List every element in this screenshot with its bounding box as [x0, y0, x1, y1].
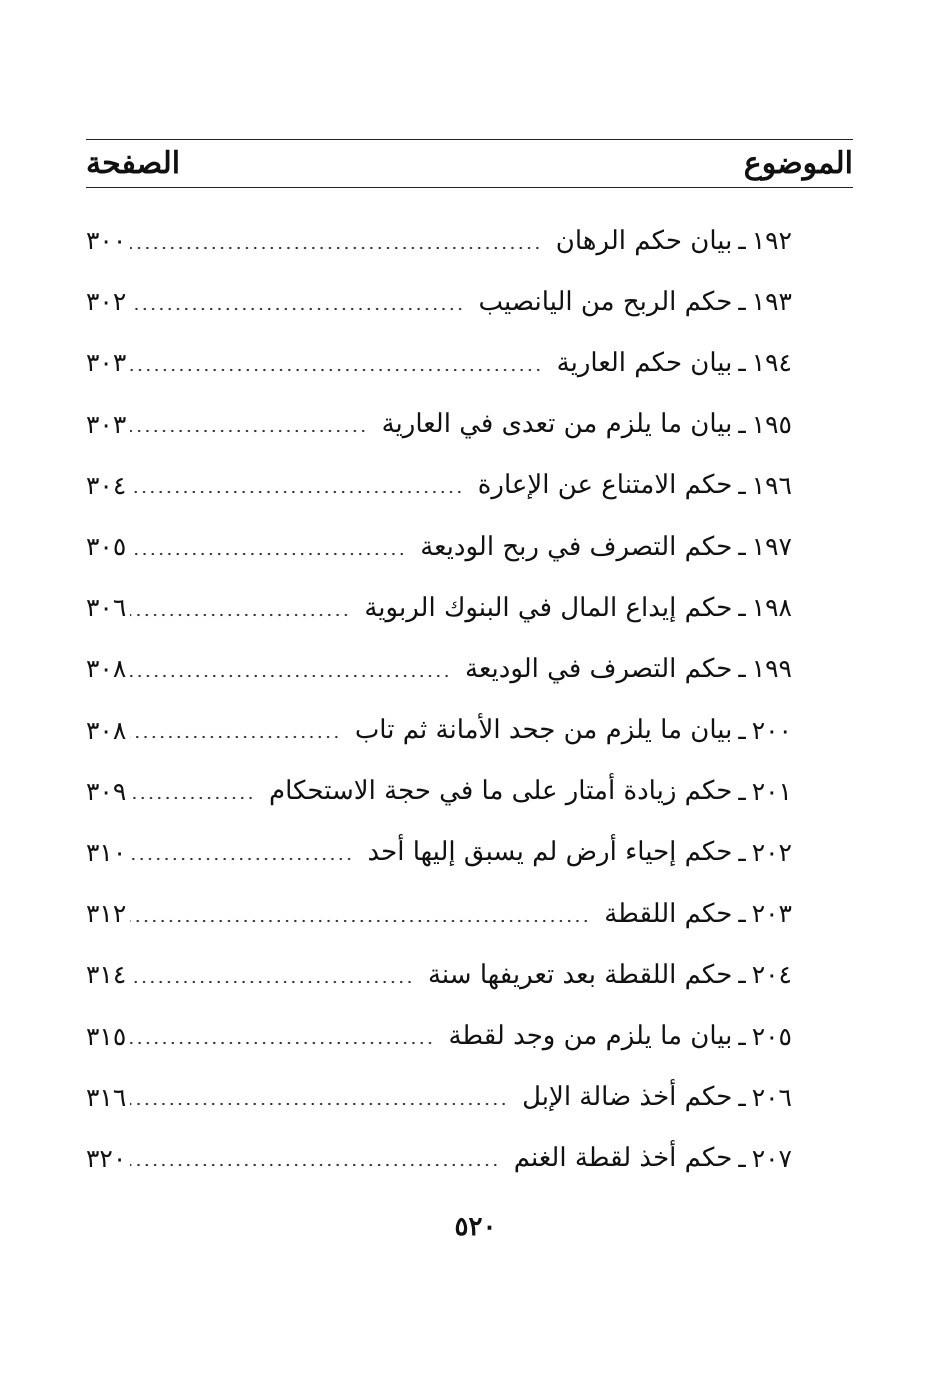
entry-title: حكم اللقطة	[604, 898, 733, 929]
toc-entry	[86, 1005, 792, 1066]
dot-leader	[130, 1041, 434, 1045]
entry-page: ٣٠٢	[86, 287, 127, 317]
entry-dash: ـ	[738, 409, 746, 439]
entry-number: ١٩٨	[751, 593, 792, 623]
entry-page: ٣٠٤	[86, 470, 127, 500]
entry-number: ١٩٦	[751, 470, 792, 500]
entry-page: ٣٠٨	[86, 715, 127, 745]
entry-page: ٣٠٥	[86, 532, 127, 562]
entry-number: ١٩٩	[751, 654, 792, 684]
dot-leader	[130, 857, 353, 861]
entry-title: حكم أخذ لقطة الغنم	[513, 1143, 733, 1174]
entry-dash: ـ	[738, 593, 746, 623]
entry-title: حكم التصرف في ربح الوديعة	[420, 531, 733, 562]
entry-page: ٣٠٣	[86, 409, 127, 439]
toc-entry	[86, 1067, 792, 1128]
entry-dash: ـ	[738, 532, 746, 562]
entry-dash: ـ	[738, 899, 746, 929]
entry-page: ٣٠٠	[86, 226, 127, 256]
toc-entry	[86, 944, 792, 1005]
toc-entry	[86, 394, 792, 455]
dot-leader	[130, 1102, 508, 1106]
dot-leader	[130, 552, 406, 556]
dot-leader	[130, 246, 541, 250]
entry-dash: ـ	[738, 287, 746, 317]
entry-dash: ـ	[738, 654, 746, 684]
entry-page: ٣١٥	[86, 1021, 127, 1051]
entry-page: ٣١٢	[86, 899, 127, 929]
toc-entry	[86, 455, 792, 516]
toc-entry	[86, 332, 792, 393]
entry-title: حكم الربح من اليانصيب	[478, 286, 733, 317]
entry-page: ٣١٤	[86, 960, 127, 990]
entry-dash: ـ	[738, 1143, 746, 1173]
entry-number: ١٩٥	[751, 409, 792, 439]
dot-leader	[130, 735, 341, 739]
entry-title: حكم التصرف في الوديعة	[465, 653, 733, 684]
entry-title: بيان ما يلزم من وجد لقطة	[448, 1021, 733, 1052]
dot-leader	[130, 980, 414, 984]
entry-number: ٢٠٦	[751, 1082, 792, 1112]
entry-number: ٢٠٣	[751, 899, 792, 929]
entry-title: حكم زيادة أمتار على ما في حجة الاستحكام	[269, 776, 733, 807]
entry-number: ٢٠٠	[751, 715, 792, 745]
dot-leader	[130, 613, 350, 617]
entry-title: حكم الامتناع عن الإعارة	[477, 470, 733, 501]
dot-leader	[130, 1163, 499, 1167]
entry-number: ١٩٤	[751, 348, 792, 378]
entry-number: ١٩٢	[751, 226, 792, 256]
entry-page: ٣٢٠	[86, 1143, 127, 1173]
entry-dash: ـ	[738, 348, 746, 378]
entry-dash: ـ	[738, 960, 746, 990]
entry-title: بيان حكم العارية	[556, 347, 733, 378]
entry-page: ٣٠٨	[86, 654, 127, 684]
entry-number: ٢٠٧	[751, 1143, 792, 1173]
entry-number: ٢٠٢	[751, 837, 792, 867]
dot-leader	[130, 674, 451, 678]
entry-title: بيان ما يلزم من جحد الأمانة ثم تاب	[354, 715, 733, 746]
entry-page: ٣٠٦	[86, 593, 127, 623]
entry-number: ١٩٧	[751, 532, 792, 562]
toc-entry	[86, 638, 792, 699]
toc-entry	[86, 883, 792, 944]
entry-page: ٣١٠	[86, 837, 127, 867]
toc-entry	[86, 210, 792, 271]
entry-dash: ـ	[738, 470, 746, 500]
toc-entry	[86, 761, 792, 822]
toc-entry	[86, 822, 792, 883]
entry-title: حكم إحياء أرض لم يسبق إليها أحد	[367, 837, 733, 868]
toc-entry	[86, 1128, 792, 1189]
entry-page: ٣٠٣	[86, 348, 127, 378]
entry-dash: ـ	[738, 715, 746, 745]
entry-number: ١٩٣	[751, 287, 792, 317]
entry-title: حكم أخذ ضالة الإبل	[522, 1082, 733, 1113]
toc-entry	[86, 516, 792, 577]
entry-number: ٢٠١	[751, 776, 792, 806]
entry-dash: ـ	[738, 776, 746, 806]
entry-title: بيان ما يلزم من تعدى في العارية	[381, 409, 733, 440]
toc-list	[86, 210, 792, 1189]
dot-leader	[130, 429, 367, 433]
entry-dash: ـ	[738, 1021, 746, 1051]
entry-dash: ـ	[738, 226, 746, 256]
page-number: ٥٢٠	[454, 1212, 497, 1242]
entry-title: حكم إيداع المال في البنوك الربوية	[364, 592, 733, 623]
entry-page: ٣٠٩	[86, 776, 127, 806]
toc-entry	[86, 700, 792, 761]
dot-leader	[130, 919, 590, 923]
entry-dash: ـ	[738, 837, 746, 867]
entry-title: حكم اللقطة بعد تعريفها سنة	[427, 959, 733, 990]
toc-entry	[86, 271, 792, 332]
dot-leader	[130, 368, 542, 372]
toc-entry	[86, 577, 792, 638]
entry-dash: ـ	[738, 1082, 746, 1112]
entry-page: ٣١٦	[86, 1082, 127, 1112]
dot-leader	[130, 307, 464, 311]
dot-leader	[130, 796, 255, 800]
header-bottom-rule	[86, 187, 853, 188]
entry-number: ٢٠٥	[751, 1021, 792, 1051]
toc-header	[86, 140, 853, 186]
dot-leader	[130, 490, 463, 494]
topic-column-heading: الموضوع	[743, 146, 853, 181]
entry-title: بيان حكم الرهان	[555, 225, 733, 256]
entry-number: ٢٠٤	[751, 960, 792, 990]
page-column-heading: الصفحة	[86, 146, 181, 181]
